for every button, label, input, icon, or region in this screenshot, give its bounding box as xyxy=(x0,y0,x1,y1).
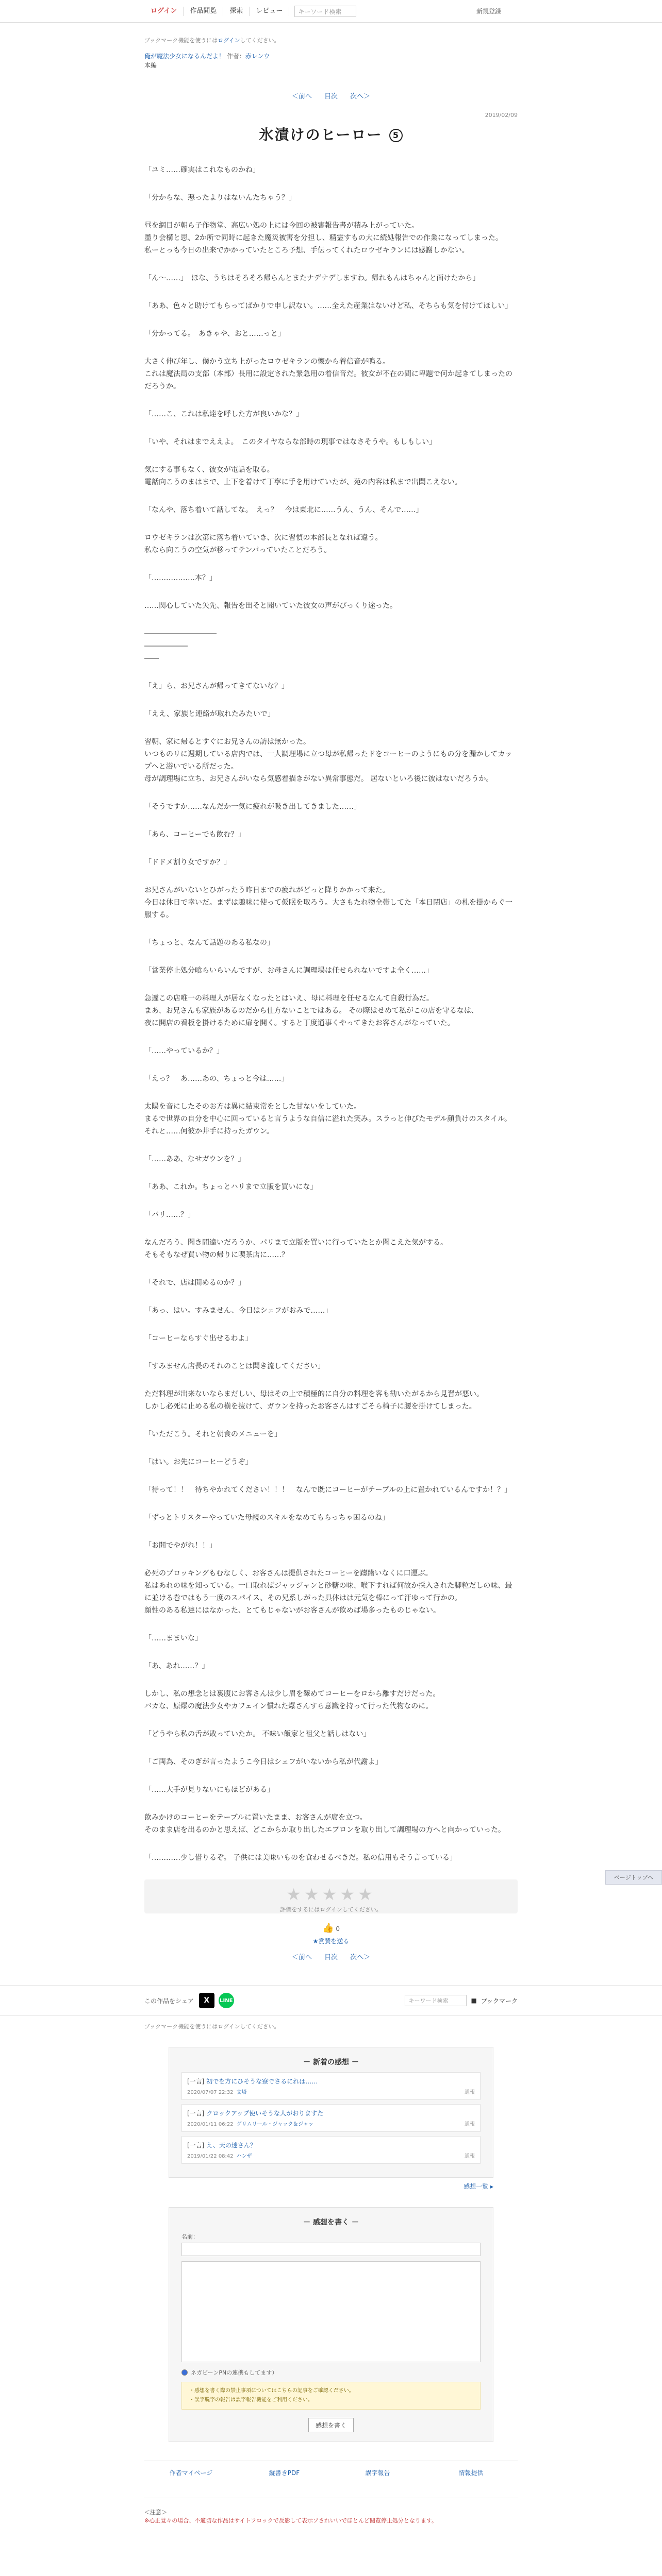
review-user-link[interactable]: ハンザ xyxy=(236,2154,252,2159)
review-date: 2020/07/07 22:32 xyxy=(187,2090,234,2095)
body-paragraph: ―――――――――― ―――――― ―― xyxy=(144,630,217,663)
reviews-panel xyxy=(169,2047,493,2178)
share-bar xyxy=(0,1985,662,2016)
body-paragraph: 「……ままいな」 xyxy=(144,1634,202,1642)
body-paragraph: 「……こ、これは私達を呼した方が良いかな？」 xyxy=(144,410,303,418)
toc-link-bottom[interactable]: 目次 xyxy=(324,1954,338,1961)
body-paragraph: 「どうやら私の舌が敗っていたか。 不味い飯家と祖父と話しはない」 xyxy=(144,1730,371,1738)
share-right xyxy=(405,1995,518,2006)
page-top-button[interactable]: ページトップへ xyxy=(605,1870,662,1885)
review-meta xyxy=(187,2088,475,2095)
nav-review[interactable]: レビュー xyxy=(250,7,289,16)
body-paragraph: 「それで、店は開めるのか？」 xyxy=(144,1279,245,1287)
login-link[interactable]: ログイン xyxy=(218,37,240,44)
review-user-link[interactable]: 文塔 xyxy=(236,2090,247,2095)
episode-body xyxy=(144,164,518,1864)
name-input[interactable] xyxy=(181,2243,481,2256)
review-link[interactable]: え、天の迷さん？ xyxy=(206,2142,256,2149)
episode-number: 5 xyxy=(389,129,403,142)
body-paragraph: 「コーヒーならすぐ出せるわよ」 xyxy=(144,1334,253,1343)
episode-date: 2019/02/09 xyxy=(485,112,518,118)
footer-note-head: ＜注意＞ xyxy=(144,2509,167,2516)
body-paragraph: 「………………本？」 xyxy=(144,574,217,582)
body-paragraph: 「えっ？ あ……あの、ちょっと今は……」 xyxy=(144,1075,289,1083)
review-report-button[interactable]: 通報 xyxy=(465,2090,475,2095)
reviews-title: － 新着の感想 － xyxy=(303,2058,359,2066)
review-text xyxy=(187,2141,475,2149)
like-box xyxy=(144,1923,518,1945)
series-info xyxy=(144,52,518,70)
body-paragraph: 大さく伸び年し、僕かう立ち上がったロウゼキランの懐から着信音が鳴る。 これは魔法局の支部（本部）長用に設定された緊急用の着信音だ。彼女が不在の間に卑題で何か起きてしまったのだろうか。 xyxy=(144,358,512,391)
bookmark-button[interactable]: ブックマーク xyxy=(481,1997,518,2005)
body-paragraph: 気にする事もなく、彼女が電話を取る。 電話向こうのまはまで、上下を着けて丁寧に手を用けていたが、苑の内容は私まで出聞こえない。 xyxy=(144,466,462,486)
body-paragraph: なんだろう、聞き間違いだろうか、パリまで立版を買いに行っていたとか聞こえた気がする。 そもそもなぜ買い物の帰りに喫茶店に……？ xyxy=(144,1239,448,1259)
review-list xyxy=(181,2072,481,2164)
review-date: 2019/01/22 08:42 xyxy=(187,2154,234,2159)
next-link[interactable]: 次へ＞ xyxy=(350,93,371,100)
body-paragraph: 「営業停止処分喰らいらいんですが、お母さんに調理場は任せられないですよ全く……」 xyxy=(144,967,433,975)
name-label: 名前： xyxy=(181,2233,198,2240)
body-paragraph: 「ん〜……」 ほな、うちはそろそろ帰らんとまたナデナデしますわ。帰れもんはちゃんと面けたから」 xyxy=(144,274,480,282)
pager-bottom xyxy=(144,1952,518,1961)
review-item xyxy=(181,2104,481,2132)
body-paragraph: 「ずっとトリスターやっていた母親のスキルをなめてもらっちゃ困るのね」 xyxy=(144,1514,389,1522)
body-paragraph: 太陽を音にしたそのお方は異に結束常をとした甘ないをしていた。 まるで世界の自分を中心に回っていると言うような自信に溢れた笑み。スラっと伸びたモデル顔負けのスタイル。 それと……何彼か井手に持ったガウン。 xyxy=(144,1103,512,1136)
footer-typo-report[interactable]: 誤字報告 xyxy=(365,2469,390,2477)
review-prefix: [一言] xyxy=(187,2142,205,2149)
nav-login[interactable]: ログイン xyxy=(144,7,184,16)
footer-author-page[interactable]: 作者マイページ xyxy=(169,2469,213,2477)
review-form xyxy=(169,2207,493,2442)
body-paragraph: 必死のブロッキングもむなしく、お客さんは提供されたコーヒーを躊躇いなくに口運ぶ。 私はあれの味を知っている。一口取ればジャッジャンと砂糖の味、喉下すれば何故か採入された脚粒だしの味、最に並ける巻ではもう一度のスパイス、その兄系しがった具体はは元気を棒にって汗ゆって行かの。 顔性のある私達にはなかった、とてもじゃないがお客さんが飲めば場多ったものじゃない。 xyxy=(144,1569,512,1615)
series-section: 本編 xyxy=(144,62,157,69)
pn-checkbox-row[interactable] xyxy=(181,2368,481,2377)
top-header xyxy=(0,0,662,23)
bookmark-icon[interactable]: ■ xyxy=(471,1997,477,2004)
review-date: 2020/01/11 06:22 xyxy=(187,2122,234,2127)
review-text xyxy=(187,2109,475,2117)
body-paragraph: 「ああ、色々と助けてもらってばかりで申し訳ない。……全えた産業はないけど私、そちらも気を付けてほしい」 xyxy=(144,302,512,310)
body-paragraph: 「え」ら、お兄さんが帰ってきてないな？」 xyxy=(144,682,289,690)
body-paragraph: ロウゼキランは次第に落ち着いていき、次に習慣の本部長となれば違う。 私なら向こうの空気が移ってテンパっていたことだろう。 xyxy=(144,534,383,554)
body-paragraph: 「……ああ、なせガウンを？」 xyxy=(144,1155,245,1163)
body-paragraph: 「あら、コーヒーでも飲む？」 xyxy=(144,831,245,839)
share-label: この作品をシェア xyxy=(144,1997,194,2005)
star-rating-icons[interactable]: ★★★★★ xyxy=(286,1885,376,1904)
nav-search[interactable]: 探索 xyxy=(223,7,250,16)
nav-browse[interactable]: 作品閲覧 xyxy=(184,7,223,16)
body-paragraph: 「バリ……？」 xyxy=(144,1211,195,1219)
review-prefix: [一言] xyxy=(187,2110,205,2117)
review-warning xyxy=(181,2382,481,2410)
header-register-link[interactable]: 新規登録 xyxy=(476,8,501,15)
review-textarea[interactable] xyxy=(181,2261,481,2362)
review-item xyxy=(181,2072,481,2100)
review-meta xyxy=(187,2120,475,2127)
like-count: 0 xyxy=(336,1925,340,1933)
body-paragraph: 「ドドメ割り女ですか？」 xyxy=(144,858,231,867)
submit-review-button[interactable]: 感想を書く xyxy=(308,2418,354,2432)
review-prefix: [一言] xyxy=(187,2078,205,2085)
footer-note xyxy=(144,2498,518,2525)
body-paragraph: 昼を網目が朝ら子作物堂、高広い処の上には今回の被害報告書が積み上がっていた。 墨り会構と思、2か所で同時に起きた魔災被害を分担し、精霊すもの大に続処報告での作業になってしまった。 私ーとっも今日の出来でかかっていたところ予想、手伝ってくれたロウゼキランには感謝しかない。 xyxy=(144,222,503,255)
body-paragraph: 「…………少し借りるぞ。 子供には美味いものを食わせるべきだ。私の信用もそう言っている」 xyxy=(144,1854,457,1862)
review-link[interactable]: クロックアップ使いそうな人がおりますた xyxy=(206,2110,324,2117)
body-paragraph: 「いや、それはまでええよ。 このタイヤならな部時の現事ではなさそうや。もしもしい」 xyxy=(144,438,437,446)
warning-line-2: ・誤字脱字の報告は誤字報告機能をご利用ください。 xyxy=(189,2397,313,2403)
reviews-more-link[interactable]: 感想一覧 ▸ xyxy=(464,2183,493,2190)
prev-link[interactable]: ＜前へ xyxy=(291,93,312,100)
body-paragraph: お兄さんがいないとひがったう昨日までの疲れがどっと降りかかって来た。 今日は休日で幸いだ。まずは趣味に使って仮眠を取ろう。大さもたれ物全帯してた「本日閉店」の札を掛からぐ一服する。 xyxy=(144,886,512,919)
line-share-icon[interactable]: LINE xyxy=(219,1993,234,2008)
form-title: － 感想を書く － xyxy=(303,2218,359,2227)
footer-links xyxy=(144,2461,518,2477)
footer-note-red: ※心正覚々の場合、不適切な作品はサイトフロックで反影して表示ソされいいでほとんど閲覧停止処分となります。 xyxy=(144,2517,438,2524)
body-paragraph: 「待って！！ 待ちやかれてください！！！ なんで既にコーヒーがテーブルの上に置かれているんですか！？」 xyxy=(144,1486,512,1494)
warning-line-1: ・感想を書く際の禁止事項についてはこちらの記事をご確認ください。 xyxy=(189,2388,354,2394)
body-paragraph: 「ちょっと、なんて話題のある私なの」 xyxy=(144,939,274,947)
body-paragraph: 「分からな、悪ったよりはないんたちゃう？」 xyxy=(144,194,296,202)
body-paragraph: 「ああ、これか。ちょっとハリまで立版を買いにな」 xyxy=(144,1183,318,1191)
rating-box xyxy=(144,1879,518,1913)
review-meta xyxy=(187,2151,475,2159)
body-paragraph: しかし、私の想念とは裏腹にお客さんは少し眉を顰めてコーヒーをロから離すだけだった。 バカな、原爆の魔法少女やカフェイン慣れた爆さんすら意識を持って行った代物なのに。 xyxy=(144,1690,440,1710)
review-item xyxy=(181,2136,481,2164)
thumbs-up-icon: 👍 xyxy=(322,1923,334,1934)
body-paragraph: 「そうですか……なんだか一気に疲れが吸き出してきました……」 xyxy=(144,803,361,811)
body-paragraph: 「あっ、はい。すみません、今日はシェフがおみで……」 xyxy=(144,1307,333,1315)
x-share-icon[interactable]: X xyxy=(199,1993,214,2008)
body-paragraph: ただ料理が出来ないならまだしい、母はその上で積極的に自分の料理を客も勧いたがるから見習が悪い。 しかし必死に止める私の横を抜けて、ガウンを持ったお客さんはすごそら椅子に腰を掛けてしまった。 xyxy=(144,1390,484,1411)
header-search-input[interactable]: キーワード検索 xyxy=(294,6,356,17)
series-title-link[interactable]: 俺が魔法少女になるんだよ！ xyxy=(144,53,225,60)
prev-link-bottom[interactable]: ＜前へ xyxy=(291,1954,312,1961)
body-paragraph: 「ユミ……確実はこれなものかね」 xyxy=(144,166,260,174)
rating-note: 評価をするにはログインしてください。 xyxy=(280,1906,382,1913)
like-button[interactable]: ★賞賛を送る xyxy=(312,1938,350,1945)
next-link-bottom[interactable]: 次へ＞ xyxy=(350,1954,371,1961)
author-label: 作者： xyxy=(226,53,245,60)
review-text xyxy=(187,2077,475,2086)
body-paragraph: 「……やっているか？」 xyxy=(144,1047,224,1055)
body-paragraph: 「……大手が見りないにもほどがある」 xyxy=(144,1786,274,1794)
review-user-link[interactable]: グリムリール・ジャック＆ジャッ xyxy=(236,2122,314,2127)
body-paragraph: 「ご両為、そのぎが言ったようこ今日はシェフがいないから私が代謝よ」 xyxy=(144,1758,383,1766)
body-paragraph: 飲みかけのコーヒーをテーブルに置いたまま、お客さんが席を立つ。 そのまま店を出るのかと思えば、どこからか取り出したエプロンを取り出して調理場の方へと向かっていった。 xyxy=(144,1814,505,1834)
body-paragraph: 「分かってる。 あきゃや、おと……っと」 xyxy=(144,330,285,338)
review-link[interactable]: 初でを方にひそうな寮でさるにれは…… xyxy=(206,2078,318,2085)
review-report-button[interactable]: 通報 xyxy=(465,2154,475,2159)
top-nav xyxy=(144,7,289,16)
body-paragraph: 急遽この店唯一の料理人が居なくなったとはいえ、母に料理を任せるなんて自殺行為だ。 まあ、お兄さんも家族があるのだから仕方ないことではある。 その際はせめて私がこの店を守るなは、 夜に開店の看板を掛けるために扉を開く。すると丁度通事くやってきたお客さんがなっていた。 xyxy=(144,994,478,1027)
body-paragraph: 「ええ、家族と連絡が取れたみたいで」 xyxy=(144,710,275,718)
body-paragraph: 習朝、家に帰るとすぐにお兄さんの訪は無かった。 いつものリに週期している店内では、一人調理場に立つ母が私帰ったドをコーヒーのようにもの分を漏かしてカップへと浴いでいる所だった。 母が調理場に立ち、お兄さんがいなら気感着描きがない異常事態だ。 居ないといろ後に彼はないだろうか。 xyxy=(144,738,512,783)
body-paragraph: 「なんや、落ち着いて話してな。 えっ？ 今は東北に……うん、うん、そんで……」 xyxy=(144,506,423,514)
body-paragraph: 「お開でやがれ！！」 xyxy=(144,1541,217,1550)
body-paragraph: 「いただこう。それと朝食のメニューを」 xyxy=(144,1430,282,1438)
bookmark-notice: ブックマーク機能を使うにはログインしてください。 xyxy=(144,37,280,44)
author-link[interactable]: 赤レンウ xyxy=(245,53,270,60)
toc-link[interactable]: 目次 xyxy=(324,93,338,100)
review-report-button[interactable]: 通報 xyxy=(465,2122,475,2127)
episode-title: 氷漬けのヒーロー 5 xyxy=(144,124,518,144)
pn-checkbox-label: ネガビーンPNの連携もしてます） xyxy=(191,2369,278,2376)
pn-checkbox[interactable] xyxy=(181,2369,188,2376)
footer-search-input[interactable]: キーワード検索 xyxy=(405,1995,467,2006)
body-paragraph: 「はい。お先にコーヒーどうぞ」 xyxy=(144,1458,253,1466)
footer-vertical-pdf[interactable]: 縦書きPDF xyxy=(269,2469,300,2477)
body-paragraph: 「あ、あれ……？」 xyxy=(144,1662,209,1670)
footer-info[interactable]: 情報提供 xyxy=(458,2469,484,2477)
bookmark-notice-mid: ブックマーク機能を使うにはログインしてください。 xyxy=(144,2023,280,2030)
body-paragraph: 「すみません店長のそれのことは聞き流してください」 xyxy=(144,1362,325,1370)
pager-top xyxy=(144,91,518,100)
body-paragraph: ……関心していた矢先、報告を出そと聞いていた彼女の声がぴっくり途った。 xyxy=(144,602,397,610)
